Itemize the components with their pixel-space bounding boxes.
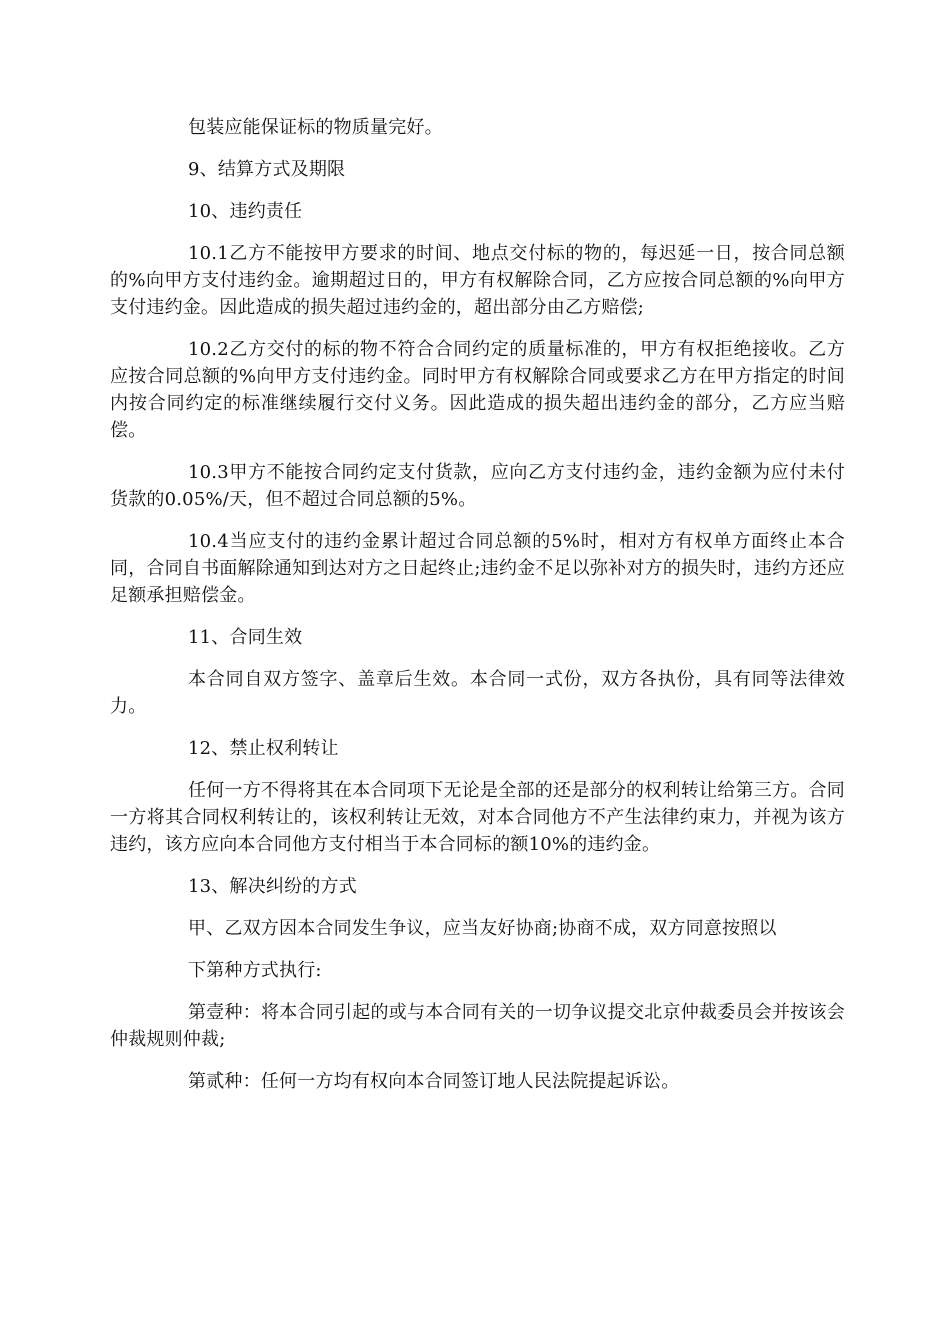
section-heading-10: 10、违约责任 xyxy=(188,201,303,222)
section-heading-13: 13、解决纠纷的方式 xyxy=(188,876,357,897)
section-heading-9: 9、结算方式及期限 xyxy=(188,159,346,180)
clause-10-4: 10.4当应支付的违约金累计超过合同总额的5%时，相对方有权单方面终止本合同，合同自书面解除通知到达对方之日起终止;违约金不足以弥补对方的损失时，违约方还应足额承担赔偿金。 xyxy=(110,531,845,606)
clause-12-body: 任何一方不得将其在本合同项下无论是全部的还是部分的权利转让给第三方。合同一方将其合同权利转让的，该权利转让无效，对本合同他方不产生法律约束力，并视为该方违约，该方应向本合同他方支付相当于本合同标的额10%的违约金。 xyxy=(110,780,845,855)
clause-10-1: 10.1乙方不能按甲方要求的时间、地点交付标的物的，每迟延一日，按合同总额的%向甲方支付违约金。逾期超过日的，甲方有权解除合同，乙方应按合同总额的%向甲方支付违约金。因此造成的损失超过违约金的，超出部分由乙方赔偿; xyxy=(110,243,845,318)
section-heading-11: 11、合同生效 xyxy=(188,627,303,648)
section-heading-12: 12、禁止权利转让 xyxy=(188,738,339,759)
clause-13-option-2: 第贰种：任何一方均有权向本合同签订地人民法院提起诉讼。 xyxy=(188,1071,680,1092)
paragraph-packaging: 包装应能保证标的物质量完好。 xyxy=(188,117,443,138)
clause-10-2: 10.2乙方交付的标的物不符合合同约定的质量标准的，甲方有权拒绝接收。乙方应按合同总额的%向甲方支付违约金。同时甲方有权解除合同或要求乙方在甲方指定的时间内按合同约定的标准继续履行交付义务。因此造成的损失超出违约金的部分，乙方应当赔偿。 xyxy=(110,339,845,441)
clause-13-option-1: 第壹种：将本合同引起的或与本合同有关的一切争议提交北京仲裁委员会并按该会仲裁规则仲裁; xyxy=(110,1002,845,1050)
clause-13-method-line: 下第种方式执行: xyxy=(188,960,322,981)
document-body xyxy=(110,114,845,1110)
clause-11-body: 本合同自双方签字、盖章后生效。本合同一式份，双方各执份，具有同等法律效力。 xyxy=(110,669,845,717)
clause-13-intro: 甲、乙双方因本合同发生争议，应当友好协商;协商不成，双方同意按照以 xyxy=(188,918,777,939)
clause-10-3: 10.3甲方不能按合同约定支付货款，应向乙方支付违约金，违约金额为应付未付货款的0.05%/天，但不超过合同总额的5%。 xyxy=(110,462,845,510)
